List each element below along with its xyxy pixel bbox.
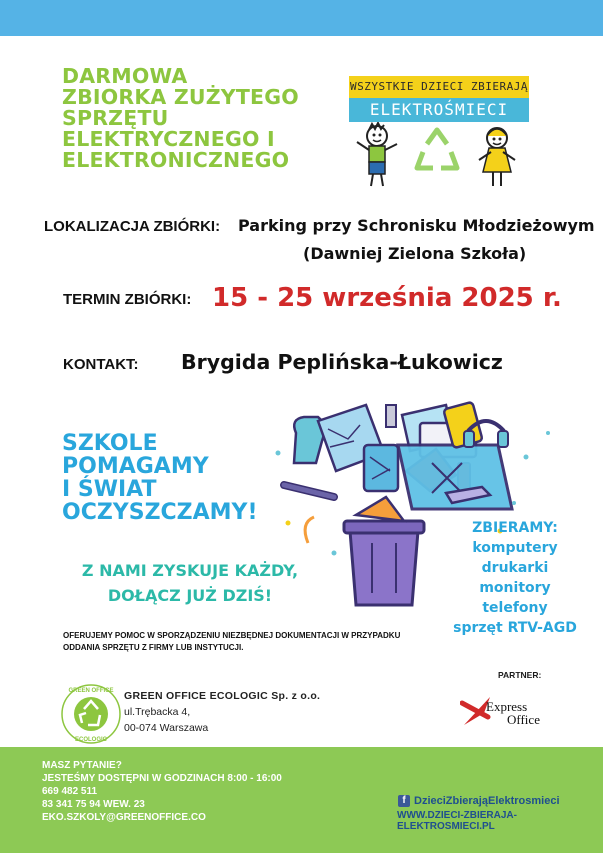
term-label: TERMIN ZBIÓRKI:	[63, 291, 192, 308]
partner-label: PARTNER:	[498, 670, 542, 680]
company-city: 00-074 Warszawa	[124, 722, 209, 734]
company-street: ul.Trębacka 4,	[124, 706, 191, 718]
collect-item: komputery	[472, 540, 558, 556]
logo-bottom-text: ELEKTROŚMIECI	[349, 98, 529, 122]
slogan-line: I ŚWIAT	[62, 477, 157, 502]
facebook-icon: f	[398, 795, 410, 807]
collect-heading: ZBIERAMY:	[472, 520, 558, 536]
facebook-handle[interactable]: DzieciZbierająElektrosmieci	[414, 795, 560, 807]
kids-recycle-icon	[349, 122, 529, 192]
slogan-line: SZKOLE	[62, 431, 158, 456]
top-color-bar	[0, 0, 603, 36]
svg-text:ECOLOGIC: ECOLOGIC	[74, 737, 108, 743]
help-line: ODDANIA SPRZĘTU Z FIRMY LUB INSTYTUCJI.	[63, 643, 244, 652]
company-address	[124, 688, 320, 736]
slogan-line: OCZYSZCZAMY!	[62, 500, 258, 525]
collect-item: sprzęt RTV-AGD	[453, 620, 577, 636]
term-value: 15 - 25 września 2025 r.	[212, 283, 562, 313]
company-name: GREEN OFFICE ECOLOGIC Sp. z o.o.	[124, 690, 321, 702]
website-link[interactable]: WWW.DZIECI-ZBIERAJA-ELEKTROSMIECI.PL	[397, 810, 517, 832]
headline-line: ELEKTRYCZNEGO I	[62, 127, 275, 151]
svg-text:GREEN OFFICE: GREEN OFFICE	[68, 688, 114, 694]
location-value: Parking przy Schronisku Młodzieżowym	[238, 216, 595, 235]
headline-line: DARMOWA	[62, 64, 188, 88]
headline-line: ZBIORKA ZUŻYTEGO	[62, 85, 299, 109]
footer-phone[interactable]: 83 341 75 94 WEW. 23	[42, 799, 145, 810]
location-label: LOKALIZACJA ZBIÓRKI:	[44, 218, 221, 235]
location-value-note: (Dawniej Zielona Szkoła)	[303, 244, 527, 263]
collect-item: drukarki	[481, 560, 549, 576]
join-line: Z NAMI ZYSKUJE KAŻDY,	[81, 561, 299, 580]
headline-line: SPRZĘTU	[62, 106, 169, 130]
partner-name-line2: Office	[507, 712, 540, 727]
contact-label: KONTAKT:	[63, 356, 139, 373]
footer-email[interactable]: EKO.SZKOLY@GREENOFFICE.CO	[42, 812, 206, 823]
green-office-logo	[60, 683, 122, 745]
footer-phone[interactable]: 669 482 511	[42, 786, 98, 797]
help-note	[63, 630, 463, 654]
headline	[62, 66, 342, 171]
help-line: OFERUJEMY POMOC W SPORZĄDZENIU NIEZBĘDNEJ DOKUMENTACJI W PRZYPADKU	[63, 631, 401, 640]
collect-item: monitory	[479, 580, 551, 596]
collect-item: telefony	[482, 600, 548, 616]
partner-name-line1: Express	[486, 699, 528, 714]
footer-contact	[42, 759, 282, 824]
join-line: DOŁĄCZ JUŻ DZIŚ!	[107, 586, 273, 605]
logo-top-text: WSZYSTKIE DZIECI ZBIERAJĄ	[349, 76, 529, 98]
collected-items	[435, 518, 595, 638]
contact-value: Brygida Peplińska-Łukowicz	[181, 350, 503, 374]
slogan-line: POMAGAMY	[62, 454, 209, 479]
facebook-link[interactable]	[398, 794, 560, 808]
footer-question: MASZ PYTANIE?	[42, 760, 122, 771]
campaign-logo	[349, 76, 529, 191]
headline-line: ELEKTRONICZNEGO	[62, 148, 290, 172]
footer-hours: JESTEŚMY DOSTĘPNI W GODZINACH 8:00 - 16:00	[42, 773, 282, 784]
